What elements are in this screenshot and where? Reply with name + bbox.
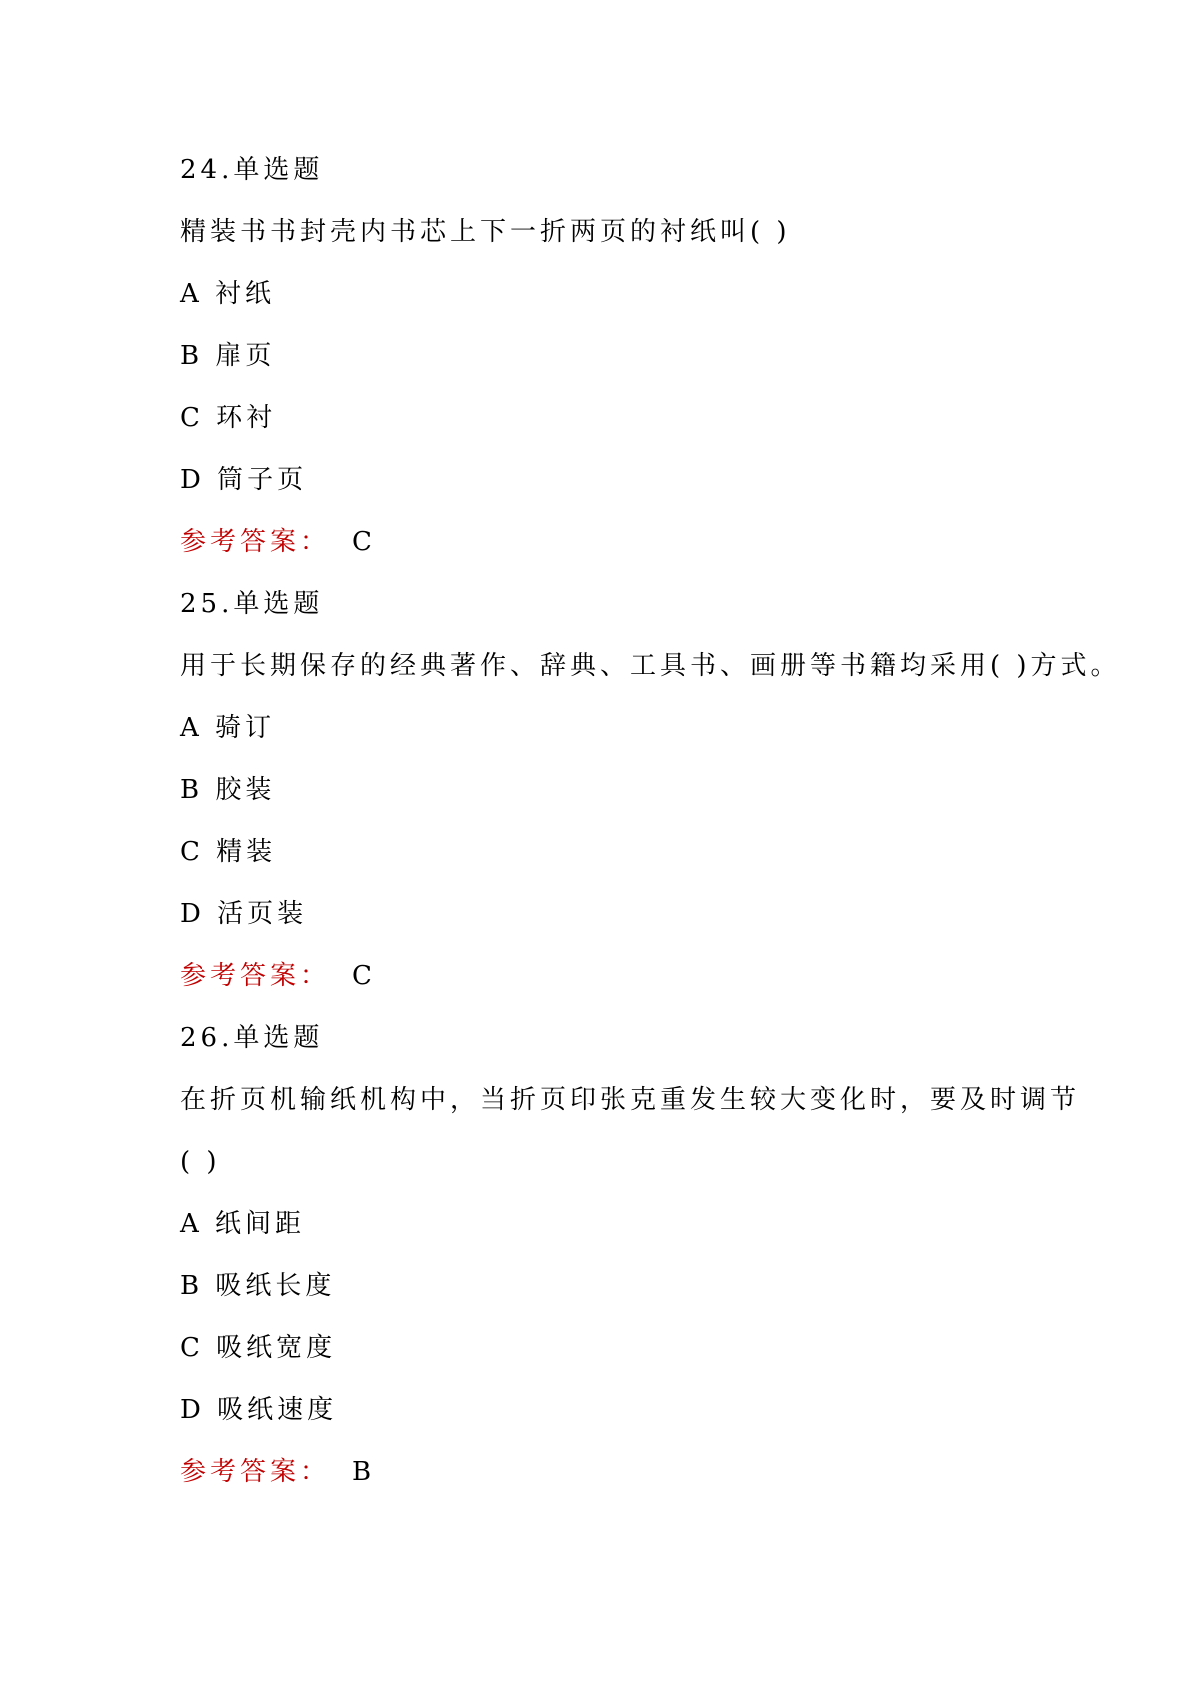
option-b: B 吸纸长度 xyxy=(180,1271,336,1301)
option-b: B 胶装 xyxy=(180,775,276,805)
question-stem: 精装书书封壳内书芯上下一折两页的衬纸叫( ) xyxy=(180,217,791,247)
option-d: D 吸纸速度 xyxy=(180,1395,338,1425)
option-c: C 精装 xyxy=(180,837,277,867)
question-stem: 在折页机输纸机构中，当折页印张克重发生较大变化时，要及时调节 xyxy=(180,1085,1081,1115)
question-stem: 用于长期保存的经典著作、辞典、工具书、画册等书籍均采用( )方式。 xyxy=(180,651,1121,681)
answer-label: 参考答案： xyxy=(180,1457,331,1487)
answer-label: 参考答案： xyxy=(180,961,331,991)
answer-row xyxy=(180,960,1040,992)
answer-value: C xyxy=(352,527,376,557)
question-header: 24.单选题 xyxy=(180,155,324,185)
question-stem-continuation: ( ) xyxy=(180,1147,221,1177)
answer-value: B xyxy=(352,1457,376,1487)
option-b: B 扉页 xyxy=(180,341,276,371)
option-d: D 活页装 xyxy=(180,899,308,929)
option-a: A 衬纸 xyxy=(180,279,276,309)
option-c: C 吸纸宽度 xyxy=(180,1333,337,1363)
option-d: D 筒子页 xyxy=(180,465,308,495)
answer-row xyxy=(180,1456,1040,1488)
option-c: C 环衬 xyxy=(180,403,277,433)
option-a: A 骑订 xyxy=(180,713,276,743)
answer-row xyxy=(180,526,1040,558)
answer-value: C xyxy=(352,961,376,991)
question-header: 25.单选题 xyxy=(180,589,324,619)
option-a: A 纸间距 xyxy=(180,1209,306,1239)
answer-label: 参考答案： xyxy=(180,527,331,557)
question-header: 26.单选题 xyxy=(180,1023,324,1053)
